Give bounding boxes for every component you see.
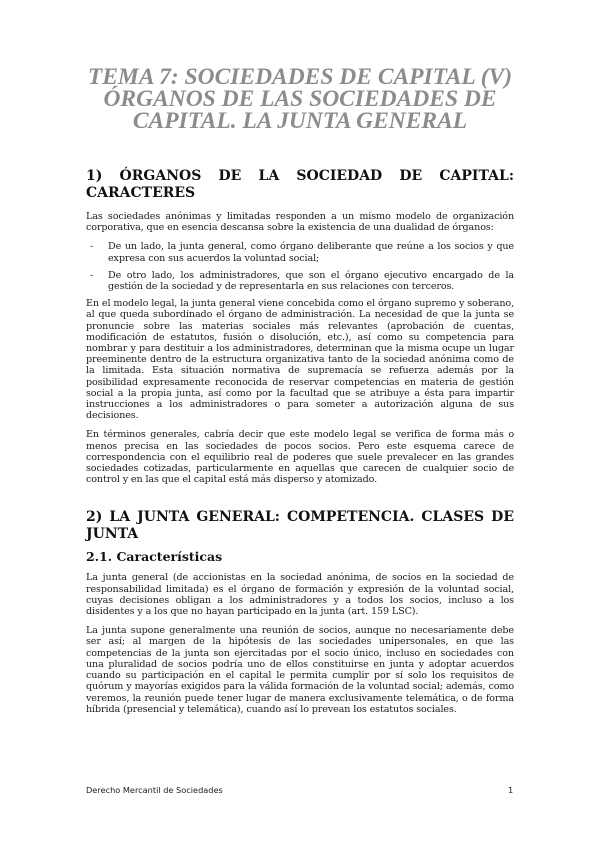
list-item-text: De otro lado, los administradores, que son el órgano ejecutivo encargado de la gestión de la sociedad y de representarla en sus relaciones con terceros.: [108, 269, 514, 293]
section-2-paragraph-1: La junta general (de accionistas en la sociedad anónima, de socios en la sociedad de responsabilidad limitada) es el órgano de formación y expresión de la voluntad social, cuyas decisiones obligan a los administradores y a todos los socios, incluso a los disidentes y a los que no hayan participado en la junta (art. 159 LSC).: [86, 572, 514, 618]
dash-bullet: -: [90, 241, 94, 253]
list-item: [86, 241, 514, 263]
section-1-paragraph-2: En el modelo legal, la junta general viene concebida como el órgano supremo y soberano, al que queda subordinado el órgano de administración. La necesidad de que la junta se pronuncie sobre las materias sociales más relevantes (aprobación de cuentas, modificación de estatutos, fusión o disolución, etc.), así como su competencia para nombrar y para destituir a los administradores, determinan que la misma ocupe un lugar preeminente dentro de la estructura organizativa tanto de la sociedad anónima como de la limitada. Esta situación normativa de supremacía se refuerza además por la posibilidad expresamente reconocida de reservar competencias en materia de gestión social a la propia junta, así como por la facultad que se atribuye a ésta para impartir instrucciones a los administradores o para someter a autorización alguna de sus decisiones.: [86, 298, 514, 422]
section-1-intro: Las sociedades anónimas y limitadas responden a un mismo modelo de organización corporativa, que en esencia descansa sobre la existencia de una dualidad de órganos:: [86, 211, 514, 234]
organ-list: [86, 241, 514, 292]
footer-course-name: Derecho Mercantil de Sociedades: [86, 785, 223, 795]
subsection-2-1-heading: 2.1. Características: [86, 549, 223, 565]
document-title: [70, 66, 530, 132]
section-2-heading: 2) LA JUNTA GENERAL: COMPETENCIA. CLASES DE JUNTA: [86, 509, 514, 543]
title-line-3: CAPITAL. LA JUNTA GENERAL: [132, 108, 468, 134]
title-line-2: ÓRGANOS DE LAS SOCIEDADES DE: [103, 86, 497, 112]
dash-bullet: -: [90, 269, 94, 281]
title-line-1: TEMA 7: SOCIEDADES DE CAPITAL (V): [87, 64, 513, 90]
list-item: [86, 270, 514, 292]
section-1-heading: 1) ÓRGANOS DE LA SOCIEDAD DE CAPITAL: CARACTERES: [86, 168, 514, 201]
footer-page-number: 1: [508, 785, 514, 795]
document-body: [86, 168, 514, 723]
section-2-paragraph-2: La junta supone generalmente una reunión de socios, aunque no necesariamente debe ser así; al margen de la hipótesis de las sociedades unipersonales, en que las competencias de la junta son ejercitadas por el socio único, incluso en sociedades con una pluralidad de socios podría uno de ellos constituirse en junta y adoptar acuerdos cuando su participación en el capital le permita cumplir por sí solo los requisitos de quórum y mayorías exigidos para la válida formación de la voluntad social; además, como veremos, la reunión puede tener lugar de manera exclusivamente telemática, o de forma híbrida (presencial y telemática), cuando así lo prevean los estatutos sociales.: [86, 625, 514, 715]
list-item-text: De un lado, la junta general, como órgano deliberante que reúne a los socios y que expresa con sus acuerdos la voluntad social;: [108, 241, 514, 264]
section-1-paragraph-3: En términos generales, cabría decir que este modelo legal se verifica de forma más o menos precisa en las sociedades de pocos socios. Pero este esquema carece de correspondencia con el equilibrio real de poderes que suele prevalecer en las grandes sociedades cotizadas, particularmente en aquellas que carecen de cualquier socio de control y en las que el capital está más disperso y atomizado.: [86, 429, 514, 486]
